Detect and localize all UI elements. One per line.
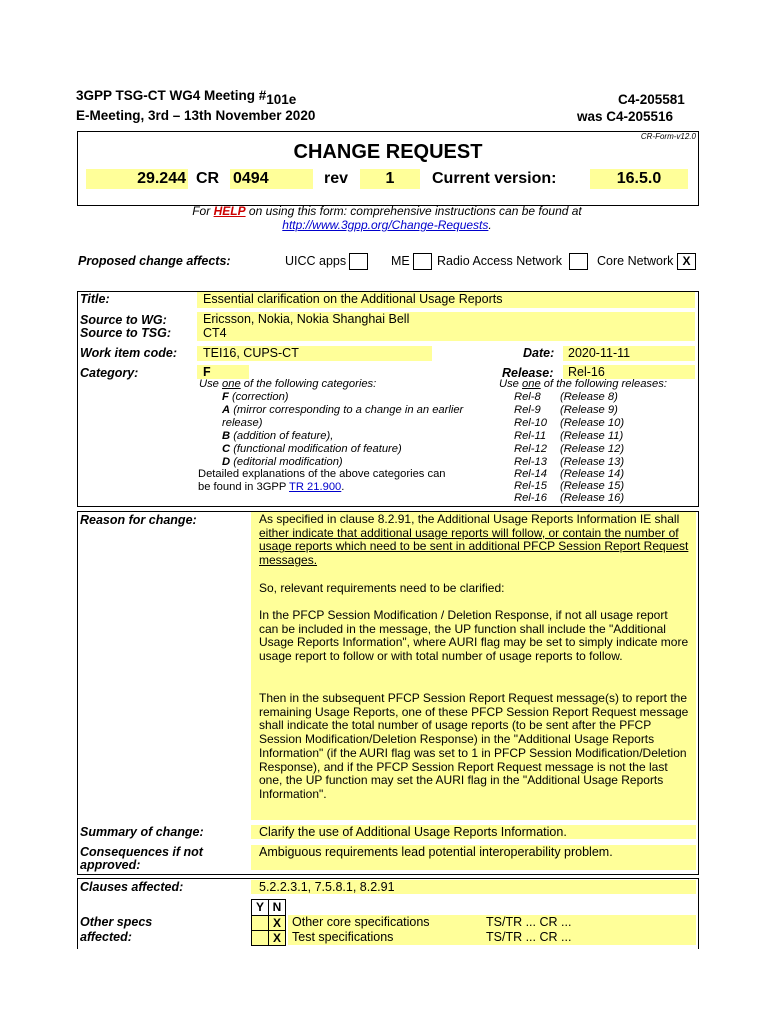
other-core-specs-row: Other core specifications TS/TR ... CR ...	[288, 915, 696, 930]
category-note: Detailed explanations of the above categories can	[198, 468, 446, 480]
date-value[interactable]: 2020-11-11	[563, 346, 695, 361]
affects-core-label: Core Network	[597, 254, 674, 268]
reason-label: Reason for change:	[80, 513, 197, 527]
current-version[interactable]: 16.5.0	[590, 169, 688, 189]
affects-me-label: ME	[391, 254, 410, 268]
affects-me-checkbox[interactable]	[413, 253, 432, 270]
current-version-label: Current version:	[432, 170, 557, 187]
was-document-number: was C4-205516	[577, 109, 674, 124]
release-option: Rel-10 (Release 10)	[514, 417, 625, 429]
date-label: Date:	[523, 346, 555, 360]
form-version: CR-Form-v12.0	[640, 132, 696, 141]
summary-value[interactable]: Clarify the use of Additional Usage Reports Information.	[251, 825, 696, 839]
title-value[interactable]: Essential clarification on the Additional Usage Reports	[197, 292, 695, 308]
cr-number[interactable]: 0494	[230, 169, 313, 189]
category-option: A (mirror corresponding to a change in an earlier	[222, 404, 464, 416]
category-option: D (editorial modification)	[222, 456, 343, 468]
other-specs-label-2: affected:	[80, 930, 132, 944]
reason-paragraph-3: In the PFCP Session Modification / Deletion Response, if not all usage report can be included in the message, the UP function shall include the "Additional Usage Reports Information", where AURI flag may be set to simply indicate more usage report to follow or with total number of usage reports to follow.	[259, 608, 689, 664]
category-instructions: Use one of the following categories:	[199, 378, 377, 390]
document-number: C4-205581	[618, 92, 685, 107]
release-instructions: Use one of the following releases:	[499, 378, 667, 390]
consequences-label-2: approved:	[80, 858, 141, 872]
test-specs-no[interactable]: X	[268, 930, 286, 946]
release-label: Release:	[502, 366, 554, 380]
release-option: Rel-8 (Release 8)	[514, 391, 618, 403]
other-specs-label: Other specs	[80, 915, 153, 929]
no-column-header: N	[268, 899, 286, 916]
work-item-value[interactable]: TEI16, CUPS-CT	[197, 346, 432, 361]
title-label: Title:	[80, 292, 110, 306]
work-item-label: Work item code:	[80, 346, 178, 360]
test-specs-yes[interactable]	[251, 930, 269, 946]
meeting-dates: E-Meeting, 3rd – 13th November 2020	[76, 108, 316, 123]
change-request-box	[77, 131, 699, 206]
affects-ran-checkbox[interactable]	[569, 253, 588, 270]
reason-paragraph-4: Then in the subsequent PFCP Session Report Request message(s) to report the remaining Usage Reports, one of these PFCP Session Report Request message shall indicate the total number of usage reports (to be sent after the PFCP Session Modification/Deletion Response) in the "Additional Usage Reports Information" (if the AURI flag was set to 1 in PFCP Session Modification/Deletion Response), and if the PFCP Session Report Request message is not the last one, the UP function may set the AURI flag in the "Additional Usage Reports Information".	[259, 691, 689, 801]
release-option: Rel-14 (Release 14)	[514, 468, 625, 480]
affects-label: Proposed change affects:	[78, 254, 231, 268]
source-wg-label: Source to WG:	[80, 313, 167, 327]
category-option: C (functional modification of feature)	[222, 443, 402, 455]
rev-label: rev	[324, 170, 349, 187]
source-wg-value[interactable]: Ericsson, Nokia, Nokia Shanghai Bell	[197, 312, 695, 327]
release-value[interactable]: Rel-16	[563, 365, 695, 379]
release-option: Rel-11 (Release 11)	[514, 430, 624, 442]
release-option: Rel-9 (Release 9)	[514, 404, 618, 416]
spec-number[interactable]: 29.244	[86, 169, 188, 189]
affects-ran-label: Radio Access Network	[437, 254, 563, 268]
affects-core-checkbox[interactable]: X	[677, 253, 696, 270]
clauses-value[interactable]: 5.2.2.3.1, 7.5.8.1, 8.2.91	[251, 880, 696, 894]
tr-21900-link[interactable]: TR 21.900	[289, 481, 342, 493]
help-url-line: http://www.3gpp.org/Change-Requests.	[282, 218, 492, 232]
form-title: CHANGE REQUEST	[293, 141, 483, 163]
category-option: F (correction)	[222, 391, 289, 403]
category-option: release)	[222, 417, 263, 429]
change-requests-link[interactable]: http://www.3gpp.org/Change-Requests	[282, 218, 489, 232]
help-link[interactable]: HELP	[213, 204, 246, 218]
reason-field[interactable]	[251, 512, 696, 820]
yes-column-header: Y	[251, 899, 269, 916]
consequences-label: Consequences if not	[80, 845, 203, 859]
affects-uicc-checkbox[interactable]	[349, 253, 368, 270]
category-value[interactable]: F	[197, 365, 249, 379]
source-tsg-label: Source to TSG:	[80, 326, 171, 340]
test-specs-row: Test specifications TS/TR ... CR ...	[288, 930, 696, 945]
reason-paragraph-1: As specified in clause 8.2.91, the Additional Usage Reports Information IE shall either indicate that additional usage reports will follow, or contain the number of usage reports which need to be sent in additional PFCP Session Report Request messages.	[259, 512, 689, 568]
other-core-specs-no[interactable]: X	[268, 915, 286, 931]
release-option: Rel-16 (Release 16)	[514, 492, 625, 504]
cr-label: CR	[196, 170, 220, 187]
category-option: B (addition of feature),	[222, 430, 334, 442]
consequences-value[interactable]: Ambiguous requirements lead potential interoperability problem.	[251, 845, 696, 870]
release-option: Rel-15 (Release 15)	[514, 480, 625, 492]
summary-label: Summary of change:	[80, 825, 204, 839]
rev-number[interactable]: 1	[360, 169, 420, 189]
affects-uicc-label: UICC apps	[285, 254, 347, 268]
category-label: Category:	[80, 366, 139, 380]
release-option: Rel-13 (Release 13)	[514, 456, 625, 468]
source-tsg-value[interactable]: CT4	[197, 326, 695, 341]
category-note-ref: be found in 3GPP TR 21.900.	[198, 481, 345, 493]
other-core-specs-yes[interactable]	[251, 915, 269, 931]
help-line: For HELP on using this form: comprehensive instructions can be found at	[192, 204, 582, 218]
release-option: Rel-12 (Release 12)	[514, 443, 625, 455]
clauses-label: Clauses affected:	[80, 880, 184, 894]
meeting-title: 3GPP TSG-CT WG4 Meeting #101e	[76, 88, 297, 107]
reason-paragraph-2: So, relevant requirements need to be clarified:	[259, 581, 505, 595]
